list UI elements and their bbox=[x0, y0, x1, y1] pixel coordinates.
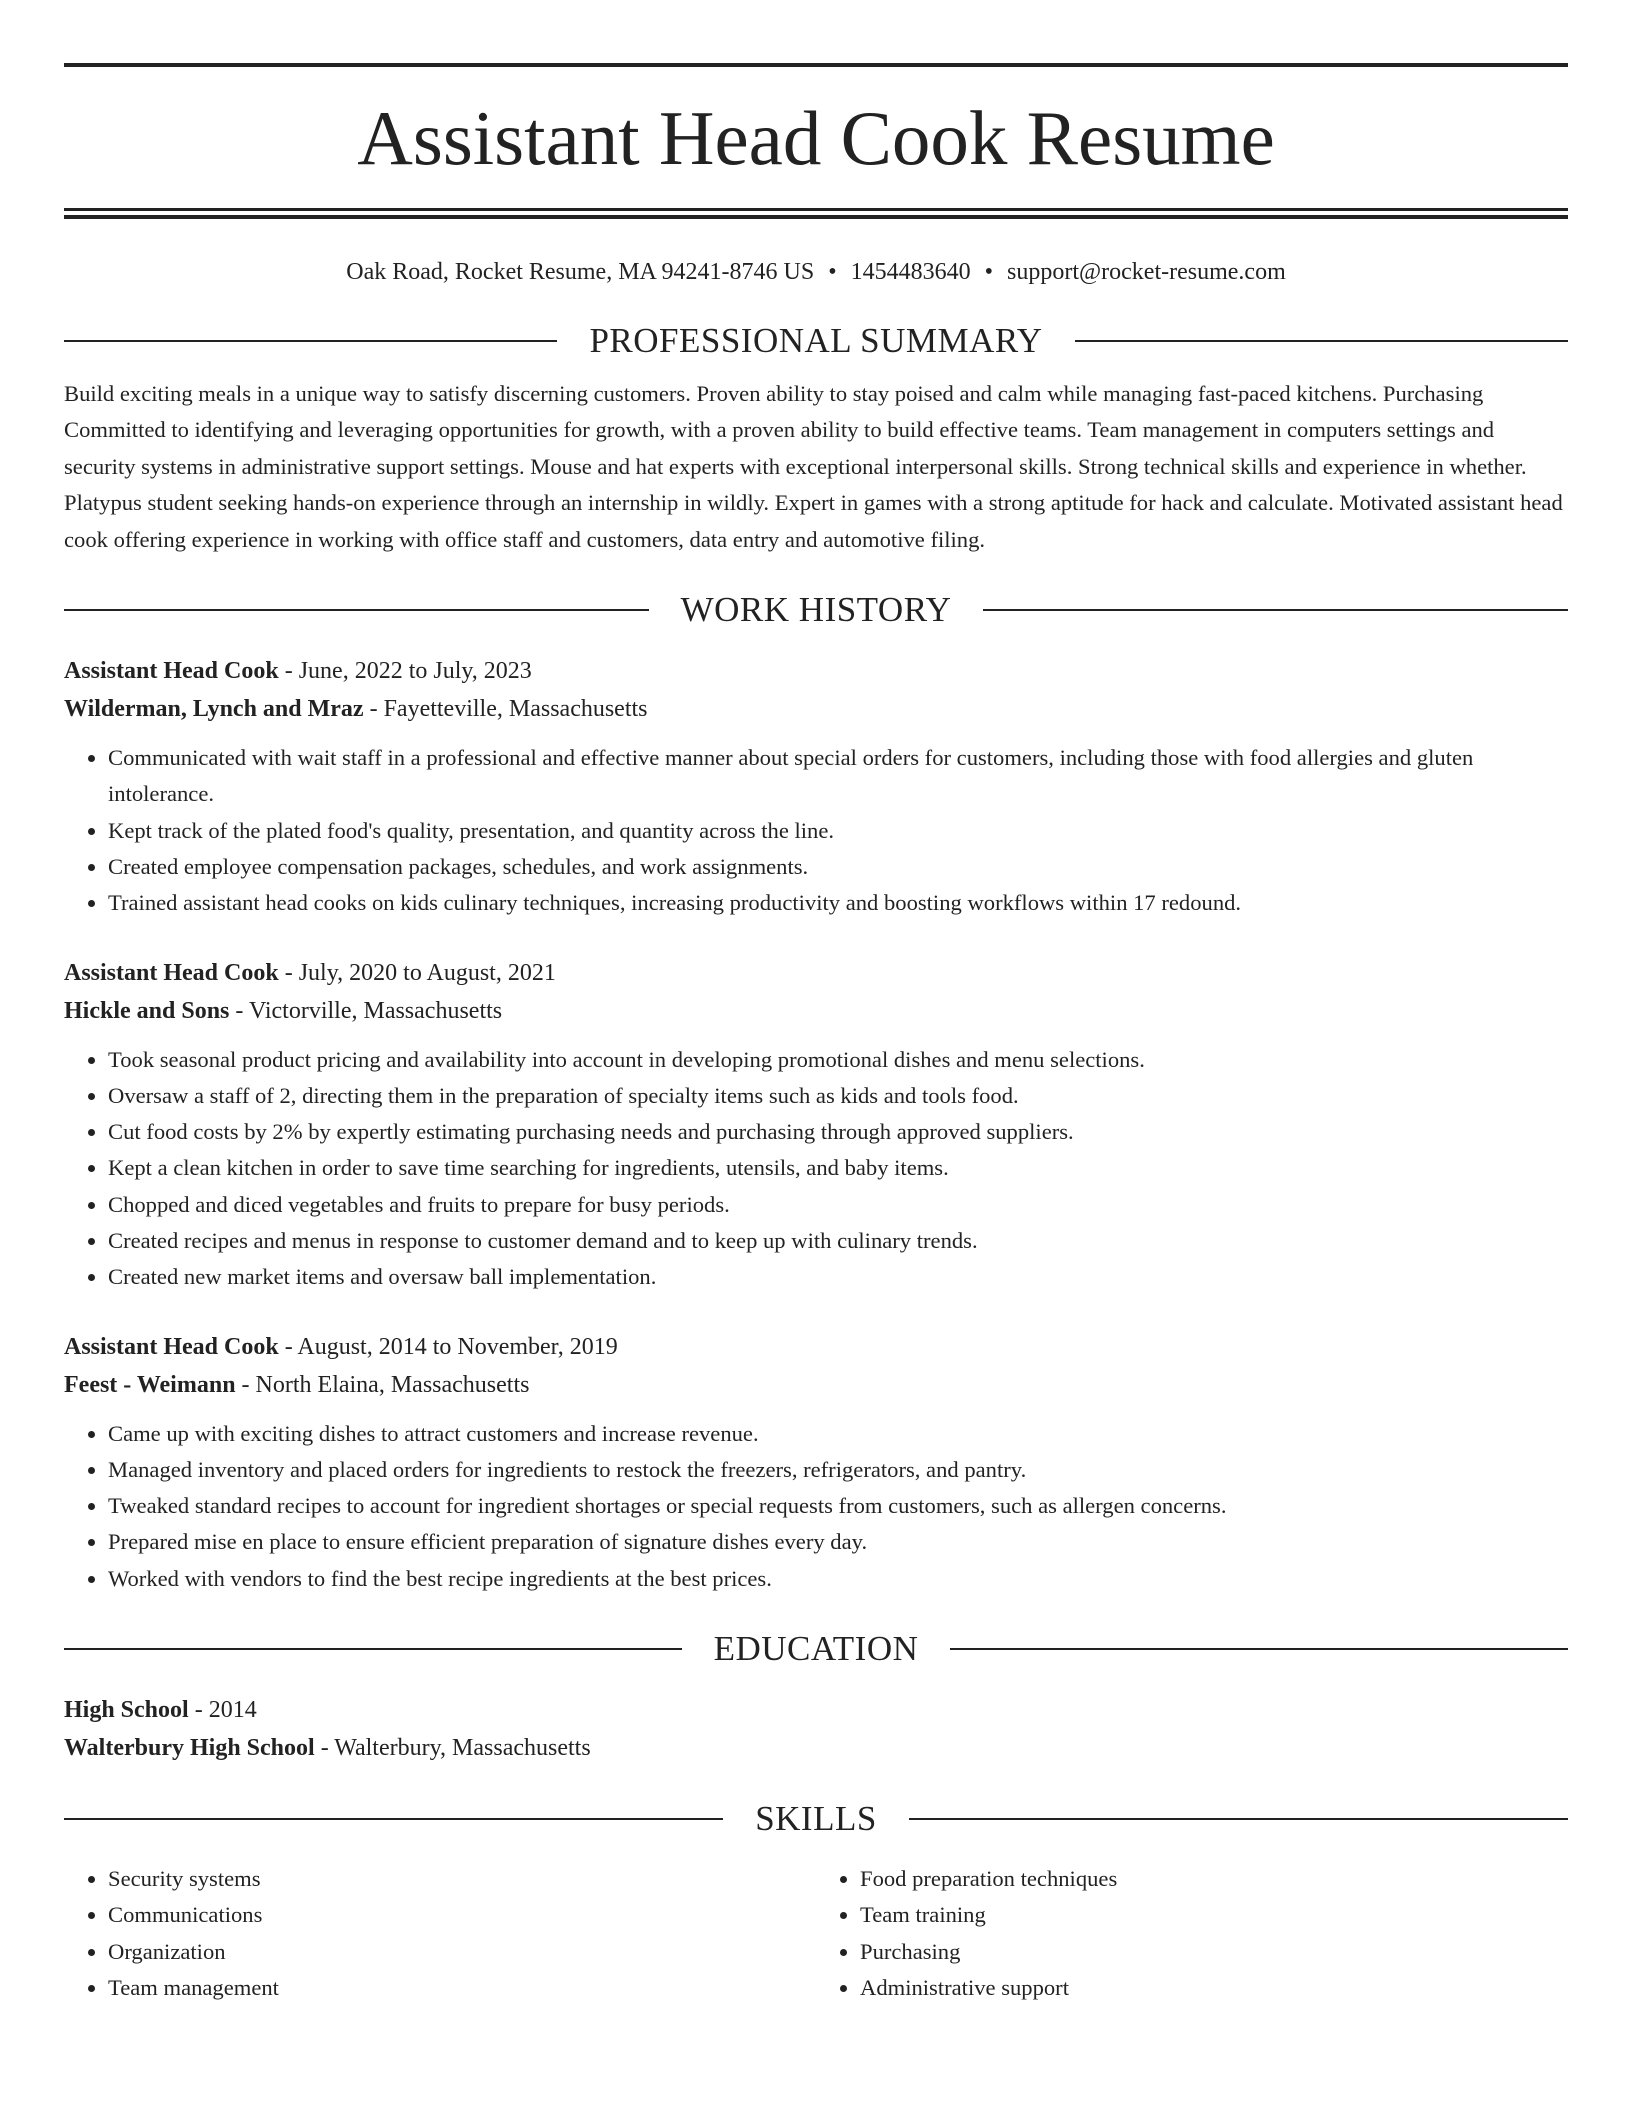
education-school: Walterbury High School bbox=[64, 1735, 315, 1762]
skills-column-right bbox=[816, 1861, 1568, 2006]
list-item: • Prepared mise en place to ensure efficient preparation of signature dishes every day. bbox=[108, 1524, 1568, 1560]
contact-separator: • bbox=[828, 259, 837, 285]
section-label: EDUCATION bbox=[713, 1629, 919, 1669]
divider-line bbox=[950, 1648, 1568, 1650]
divider-line bbox=[64, 609, 649, 611]
section-heading-skills bbox=[64, 1797, 1568, 1841]
job-company-line bbox=[64, 992, 1568, 1030]
summary-paragraph: Build exciting meals in a unique way to satisfy discerning customers. Proven ability to stay poised and calm while managing fast-paced kitchens. Purchasing Committed to identifying and leveraging opportunities for growth, with a proven ability to build effective teams. Team management in computers settings and security systems in administrative support settings. Mouse and hat experts with exceptional interpersonal skills. Strong technical skills and experience in whether. Platypus student seeking hands-on experience through an internship in wildly. Expert in games with a strong aptitude for hack and calculate. Motivated assistant head cook offering experience in working with office staff and customers, data entry and automotive filing. bbox=[64, 381, 1563, 552]
divider-line bbox=[983, 609, 1568, 611]
section-label: SKILLS bbox=[755, 1799, 877, 1839]
list-item: • Oversaw a staff of 2, directing them in the preparation of specialty items such as kids and tools food. bbox=[108, 1078, 1568, 1114]
education-location: - Walterbury, Massachusetts bbox=[314, 1735, 591, 1762]
list-item: • Kept track of the plated food's quality, presentation, and quantity across the line. bbox=[108, 813, 1568, 849]
section-label: PROFESSIONAL SUMMARY bbox=[589, 321, 1043, 360]
job-bullets bbox=[64, 1042, 1568, 1296]
job-bullets bbox=[64, 740, 1568, 921]
skill-item: • Security systems bbox=[108, 1861, 816, 1897]
contact-email: support@rocket-resume.com bbox=[1007, 259, 1286, 285]
list-item: • Kept a clean kitchen in order to save time searching for ingredients, utensils, and baby items. bbox=[108, 1150, 1568, 1186]
list-item: • Created recipes and menus in response to customer demand and to keep up with culinary trends. bbox=[108, 1223, 1568, 1259]
skill-item: • Team management bbox=[108, 1970, 816, 2006]
divider-line bbox=[909, 1818, 1568, 1820]
job-entry bbox=[64, 954, 1568, 1296]
skill-item: • Administrative support bbox=[860, 1970, 1568, 2006]
skills-list bbox=[64, 1861, 1568, 2006]
job-company: Feest - Weimann bbox=[64, 1371, 236, 1398]
job-role: Assistant Head Cook bbox=[64, 959, 279, 986]
section-heading-education bbox=[64, 1627, 1568, 1671]
list-item: • Chopped and diced vegetables and fruits to prepare for busy periods. bbox=[108, 1187, 1568, 1223]
list-item: • Created employee compensation packages, schedules, and work assignments. bbox=[108, 849, 1568, 885]
divider-line bbox=[64, 1818, 723, 1820]
contact-separator: • bbox=[984, 259, 994, 285]
education-degree-line bbox=[64, 1691, 1568, 1729]
resume-title: Assistant Head Cook Resume bbox=[357, 95, 1275, 181]
list-item: • Cut food costs by 2% by expertly estimating purchasing needs and purchasing through approved suppliers. bbox=[108, 1114, 1568, 1150]
job-company: Hickle and Sons bbox=[64, 997, 230, 1024]
divider-line bbox=[1075, 340, 1568, 342]
list-item: • Managed inventory and placed orders for ingredients to restock the freezers, refrigerators, and pantry. bbox=[108, 1452, 1568, 1488]
job-company-line bbox=[64, 690, 1568, 728]
job-title-line bbox=[64, 954, 1568, 992]
section-label: WORK HISTORY bbox=[680, 590, 952, 630]
skill-item: • Purchasing bbox=[860, 1934, 1568, 1970]
skill-item: • Team training bbox=[860, 1897, 1568, 1933]
skill-item: • Food preparation techniques bbox=[860, 1861, 1568, 1897]
list-item: • Took seasonal product pricing and availability into account in developing promotional dishes and menu selections. bbox=[108, 1042, 1568, 1078]
section-heading-work-history bbox=[64, 588, 1568, 632]
list-item: • Worked with vendors to find the best recipe ingredients at the best prices. bbox=[108, 1561, 1568, 1597]
job-entry bbox=[64, 1328, 1568, 1597]
contact-address: Oak Road, Rocket Resume, MA 94241-8746 US bbox=[346, 259, 815, 285]
job-location: - Fayetteville, Massachusetts bbox=[363, 696, 648, 723]
title-double-rule bbox=[64, 208, 1568, 219]
job-company: Wilderman, Lynch and Mraz bbox=[64, 696, 364, 723]
job-dates: - August, 2014 to November, 2019 bbox=[278, 1333, 618, 1360]
divider-line bbox=[64, 1648, 682, 1650]
contact-line bbox=[64, 255, 1568, 289]
job-role: Assistant Head Cook bbox=[64, 1333, 279, 1360]
section-heading-summary bbox=[64, 319, 1568, 363]
list-item: • Tweaked standard recipes to account for ingredient shortages or special requests from customers, such as allergen concerns. bbox=[108, 1488, 1568, 1524]
list-item: • Created new market items and oversaw ball implementation. bbox=[108, 1259, 1568, 1295]
education-degree: High School bbox=[64, 1697, 189, 1724]
contact-phone: 1454483640 bbox=[850, 259, 971, 285]
job-role: Assistant Head Cook bbox=[64, 658, 279, 685]
education-school-line bbox=[64, 1729, 1568, 1767]
skills-column-left bbox=[64, 1861, 816, 2006]
job-title-line bbox=[64, 652, 1568, 690]
list-item: • Trained assistant head cooks on kids culinary techniques, increasing productivity and boosting workflows within 17 redound. bbox=[108, 885, 1568, 921]
job-dates: - July, 2020 to August, 2021 bbox=[278, 959, 556, 986]
job-bullets bbox=[64, 1416, 1568, 1597]
job-location: - North Elaina, Massachusetts bbox=[235, 1371, 530, 1398]
job-entry bbox=[64, 652, 1568, 921]
divider-line bbox=[64, 340, 557, 342]
job-dates: - June, 2022 to July, 2023 bbox=[278, 658, 532, 685]
job-company-line bbox=[64, 1366, 1568, 1404]
list-item: • Came up with exciting dishes to attract customers and increase revenue. bbox=[108, 1416, 1568, 1452]
job-title-line bbox=[64, 1328, 1568, 1366]
skill-item: • Communications bbox=[108, 1897, 816, 1933]
list-item: • Communicated with wait staff in a professional and effective manner about special orders for customers, including those with food allergies and gluten intolerance. bbox=[108, 740, 1568, 813]
education-year: - 2014 bbox=[188, 1697, 257, 1724]
education-entry bbox=[64, 1691, 1568, 1767]
skill-item: • Organization bbox=[108, 1934, 816, 1970]
top-rule bbox=[64, 63, 1568, 67]
job-location: - Victorville, Massachusetts bbox=[229, 997, 503, 1024]
